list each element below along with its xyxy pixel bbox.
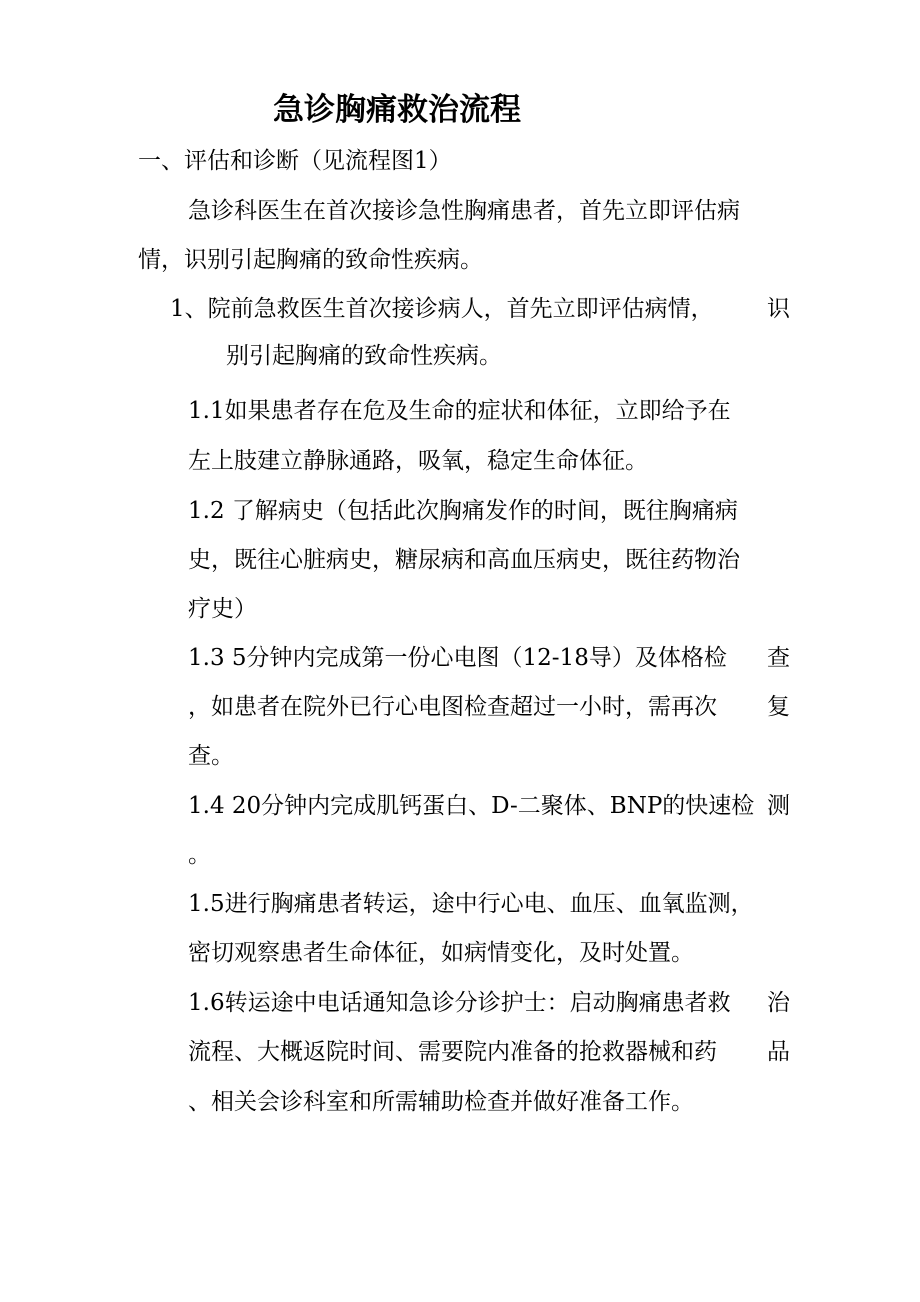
item-1-6-line-2-tail: 品 <box>767 1039 790 1065</box>
document-title: 急诊胸痛救治流程 <box>273 92 521 128</box>
section-heading: 一、评估和诊断（见流程图1） <box>138 148 452 174</box>
item-1-5-line-1: 1.5进行胸痛患者转运，途中行心电、血压、血氧监测， <box>188 891 754 917</box>
item-1-line-1-main: 1、院前急救医生首次接诊病人，首先立即评估病情， <box>170 296 714 322</box>
item-1-2-line-3: 疗史） <box>188 596 257 622</box>
item-1-3-line-2 <box>188 692 790 722</box>
item-1-4-line-1 <box>188 791 790 821</box>
item-1-4-line-2: 。 <box>188 842 211 868</box>
item-1-3-line-2-main: ，如患者在院外已行心电图检查超过一小时，需再次 <box>188 694 717 720</box>
item-1-6-line-2 <box>188 1037 790 1067</box>
item-1-6-line-3: 、相关会诊科室和所需辅助检查并做好准备工作。 <box>188 1089 694 1115</box>
item-1-line-2: 别引起胸痛的致命性疾病。 <box>226 343 502 369</box>
item-1-2-line-1: 1.2 了解病史（包括此次胸痛发作的时间，既往胸痛病 <box>188 498 738 524</box>
intro-line-1: 急诊科医生在首次接诊急性胸痛患者，首先立即评估病 <box>188 198 740 224</box>
item-1-6-line-2-main: 流程、大概返院时间、需要院内准备的抢救器械和药 <box>188 1039 717 1065</box>
intro-line-2: 情，识别引起胸痛的致命性疾病。 <box>138 247 483 273</box>
item-1-1-line-2: 左上肢建立静脉通路，吸氧，稳定生命体征。 <box>188 448 648 474</box>
item-1-line-1-tail: 识 <box>767 296 790 322</box>
item-1-6-line-1 <box>188 988 790 1018</box>
item-1-6-line-1-main: 1.6转运途中电话通知急诊分诊护士：启动胸痛患者救 <box>188 990 731 1016</box>
item-1-4-line-1-tail: 测 <box>767 793 790 819</box>
item-1-line-1 <box>170 294 790 324</box>
item-1-6-line-1-tail: 治 <box>767 990 790 1016</box>
item-1-3-line-1-main: 1.3 5分钟内完成第一份心电图（12-18导）及体格检 <box>188 645 727 671</box>
item-1-1-line-1: 1.1如果患者存在危及生命的症状和体征，立即给予在 <box>188 398 731 424</box>
item-1-3-line-3: 查。 <box>188 743 234 769</box>
item-1-3-line-1-tail: 查 <box>767 645 790 671</box>
item-1-3-line-1 <box>188 643 790 673</box>
item-1-4-line-1-main: 1.4 20分钟内完成肌钙蛋白、D-二聚体、BNP的快速检 <box>188 793 755 819</box>
item-1-3-line-2-tail: 复 <box>767 694 790 720</box>
item-1-2-line-2: 史，既往心脏病史，糖尿病和高血压病史，既往药物治 <box>188 547 740 573</box>
item-1-5-line-2: 密切观察患者生命体征，如病情变化，及时处置。 <box>188 940 694 966</box>
